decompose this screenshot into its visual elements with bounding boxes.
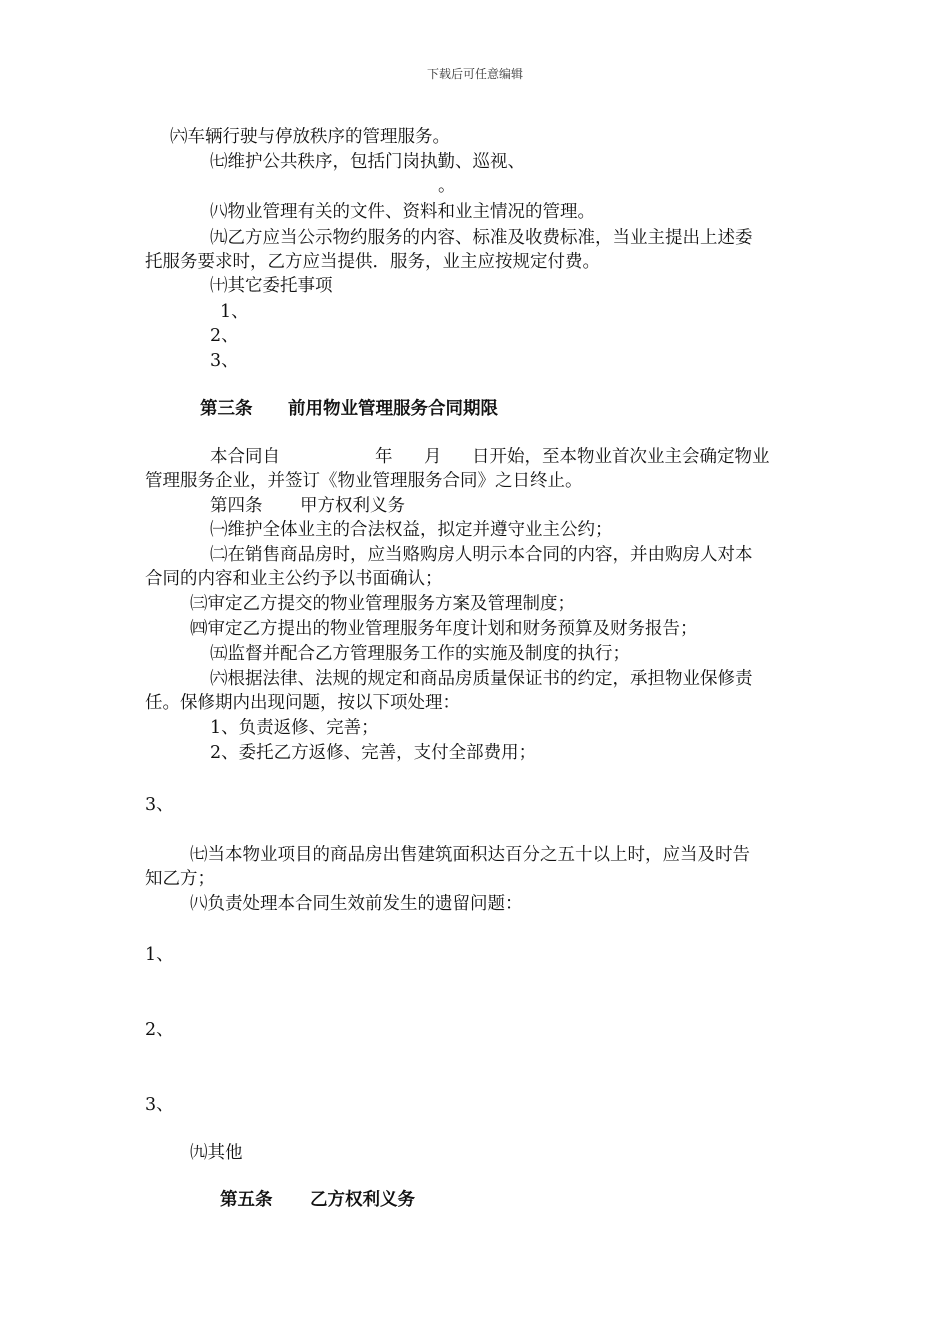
text-line: ㈧负责处理本合同生效前发生的遗留问题：	[190, 894, 523, 914]
text-line: ㈦当本物业项目的商品房出售建筑面积达百分之五十以上时，应当及时告	[190, 845, 750, 865]
text-line: ㈩其它委托事项	[210, 276, 333, 296]
list-item: 3、	[210, 351, 239, 371]
text-line: ㈡在销售商品房时，应当赂购房人明示本合同的内容，并由购房人对本	[210, 545, 753, 565]
text-line: ㈤监督并配合乙方管理服务工作的实施及制度的执行；	[210, 644, 630, 664]
text-line: 管理服务企业，并签订《物业管理服务合同》之日终止。	[145, 471, 583, 491]
text-line: 日开始，至本物业首次业主会确定物业	[472, 447, 770, 467]
section-title: 前用物业管理服务合同期限	[288, 399, 498, 419]
text-line: 月	[424, 447, 442, 467]
text-line: ㈦维护公共秩序，包括门岗执勤、巡视、	[210, 152, 525, 172]
text-line: ㈧物业管理有关的文件、资料和业主情况的管理。	[210, 202, 595, 222]
text-line: 。	[438, 176, 456, 196]
text-line: 任。保修期内出现问题，按以下项处理：	[145, 693, 460, 713]
section-title: 甲方权利义务	[300, 496, 405, 516]
list-item: 3、	[145, 1095, 174, 1115]
text-line: ㈢审定乙方提交的物业管理服务方案及管理制度；	[190, 594, 575, 614]
text-line: ㈥车辆行驶与停放秩序的管理服务。	[170, 127, 450, 147]
text-line: 知乙方；	[145, 869, 215, 889]
text-line: ㈨乙方应当公示物约服务的内容、标准及收费标准，当业主提出上述委	[210, 228, 753, 248]
section-number: 第四条	[210, 496, 263, 516]
list-item: 1、	[220, 302, 249, 322]
list-item: 1、负责返修、完善；	[210, 718, 379, 738]
section-number: 第三条	[200, 399, 253, 419]
text-line: ㈥根据法律、法规的规定和商品房质量保证书的约定，承担物业保修责	[210, 669, 753, 689]
list-item: 1、	[145, 945, 174, 965]
list-item: 2、	[210, 326, 239, 346]
text-line: ㈠维护全体业主的合法权益，拟定并遵守业主公约；	[210, 520, 613, 540]
text-line: 年	[375, 447, 393, 467]
list-item: 3、	[145, 795, 174, 815]
text-line: 合同的内容和业主公约予以书面确认；	[145, 569, 443, 589]
section-title: 乙方权利义务	[310, 1190, 415, 1210]
list-item: 2、委托乙方返修、完善，支付全部费用；	[210, 743, 537, 763]
text-line: ㈣审定乙方提出的物业管理服务年度计划和财务预算及财务报告；	[190, 619, 698, 639]
text-line: ㈨其他	[190, 1143, 243, 1163]
text-line: 本合同自	[210, 447, 280, 467]
list-item: 2、	[145, 1020, 174, 1040]
section-number: 第五条	[220, 1190, 273, 1210]
page-header: 下载后可任意编辑	[426, 67, 523, 81]
text-line: 托服务要求时，乙方应当提供．服务，业主应按规定付费。	[145, 252, 600, 272]
